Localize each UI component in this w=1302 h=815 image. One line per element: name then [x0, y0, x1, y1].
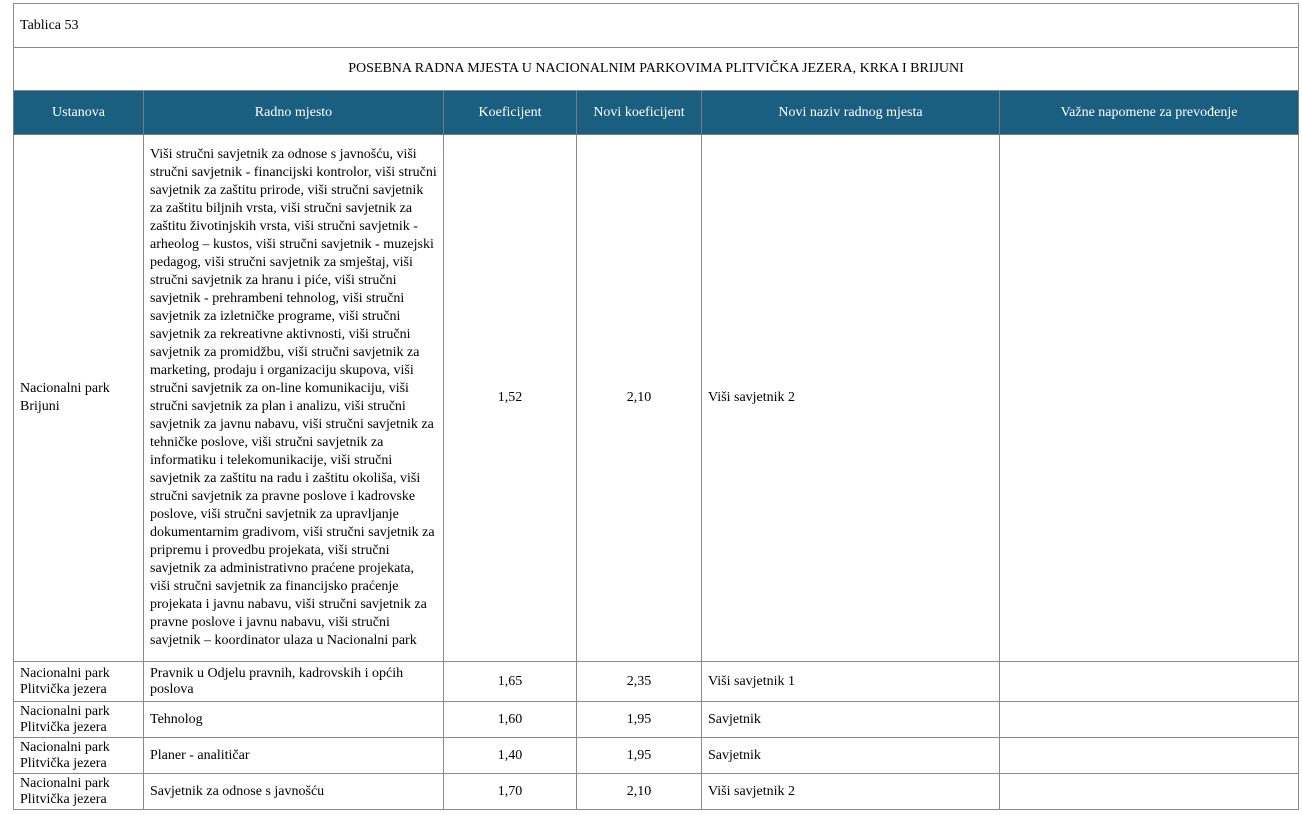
cell-novi-koeficijent: 2,35 [577, 662, 702, 702]
cell-napomene [1000, 738, 1299, 774]
cell-koeficijent: 1,65 [444, 662, 577, 702]
col-header-novi-koeficijent: Novi koeficijent [577, 91, 702, 135]
cell-novi-naziv: Savjetnik [702, 702, 1000, 738]
cell-novi-naziv: Savjetnik [702, 738, 1000, 774]
cell-novi-koeficijent: 2,10 [577, 774, 702, 810]
col-header-koeficijent: Koeficijent [444, 91, 577, 135]
cell-radno-mjesto: Pravnik u Odjelu pravnih, kadrovskih i općih poslova [144, 662, 444, 702]
table-row [14, 662, 1299, 702]
cell-radno-mjesto: Savjetnik za odnose s javnošću [144, 774, 444, 810]
cell-radno-mjesto: Tehnolog [144, 702, 444, 738]
cell-ustanova: Nacionalni park Plitvička jezera [14, 774, 144, 810]
cell-koeficijent: 1,40 [444, 738, 577, 774]
cell-napomene [1000, 135, 1299, 662]
cell-napomene [1000, 702, 1299, 738]
table-row [14, 774, 1299, 810]
cell-koeficijent: 1,60 [444, 702, 577, 738]
cell-koeficijent: 1,52 [444, 135, 577, 662]
table-row [14, 135, 1299, 662]
cell-ustanova: Nacionalni park Plitvička jezera [14, 662, 144, 702]
cell-novi-koeficijent: 1,95 [577, 702, 702, 738]
col-header-napomene: Važne napomene za prevođenje [1000, 91, 1299, 135]
cell-novi-koeficijent: 2,10 [577, 135, 702, 662]
cell-radno-mjesto: Planer - analitičar [144, 738, 444, 774]
cell-koeficijent: 1,70 [444, 774, 577, 810]
table-title: POSEBNA RADNA MJESTA U NACIONALNIM PARKOVIMA PLITVIČKA JEZERA, KRKA I BRIJUNI [14, 48, 1299, 91]
cell-ustanova: Nacionalni park Plitvička jezera [14, 738, 144, 774]
col-header-ustanova: Ustanova [14, 91, 144, 135]
cell-napomene [1000, 662, 1299, 702]
cell-ustanova: Nacionalni park Brijuni [14, 135, 144, 662]
positions-table [13, 3, 1299, 810]
cell-radno-mjesto: Viši stručni savjetnik za odnose s javnošću, viši stručni savjetnik - financijski kontrolor, viši stručni savjetnik za zaštitu prirode, viši stručni savjetnik za zaštitu biljnih vrsta, viši stručni savjetnik za zaštitu životinjskih vrsta, viši stručni savjetnik - arheolog – kustos, viši stručni savjetnik - muzejski pedagog, viši stručni savjetnik za smještaj, viši stručni savjetnik za hranu i piće, viši stručni savjetnik - prehrambeni tehnolog, viši stručni savjetnik za izletničke programe, viši stručni savjetnik za rekreativne aktivnosti, viši stručni savjetnik za promidžbu, viši stručni savjetnik za marketing, prodaju i organizaciju skupova, viši stručni savjetnik za on-line komunikaciju, viši stručni savjetnik za plan i analizu, viši stručni savjetnik za javnu nabavu, viši stručni savjetnik za tehničke poslove, viši stručni savjetnik za informatiku i telekomunikacije, viši stručni savjetnik za zaštitu na radu i zaštitu okoliša, viši stručni savjetnik za pravne poslove i kadrovske poslove, viši stručni savjetnik za upravljanje dokumentarnim gradivom, viši stručni savjetnik za pripremu i provedbu projekata, viši stručni savjetnik za administrativno praćene projekata, viši stručni savjetnik za financijsko praćenje projekata i javnu nabavu, viši stručni savjetnik za pravne poslove i javnu nabavu, viši stručni savjetnik – koordinator ulaza u Nacionalni park [144, 135, 444, 662]
cell-novi-naziv: Viši savjetnik 2 [702, 135, 1000, 662]
cell-ustanova: Nacionalni park Plitvička jezera [14, 702, 144, 738]
table-label: Tablica 53 [14, 4, 1299, 48]
cell-napomene [1000, 774, 1299, 810]
table-row [14, 702, 1299, 738]
col-header-novi-naziv: Novi naziv radnog mjesta [702, 91, 1000, 135]
cell-novi-naziv: Viši savjetnik 2 [702, 774, 1000, 810]
table-row [14, 738, 1299, 774]
cell-novi-koeficijent: 1,95 [577, 738, 702, 774]
col-header-radno-mjesto: Radno mjesto [144, 91, 444, 135]
cell-novi-naziv: Viši savjetnik 1 [702, 662, 1000, 702]
